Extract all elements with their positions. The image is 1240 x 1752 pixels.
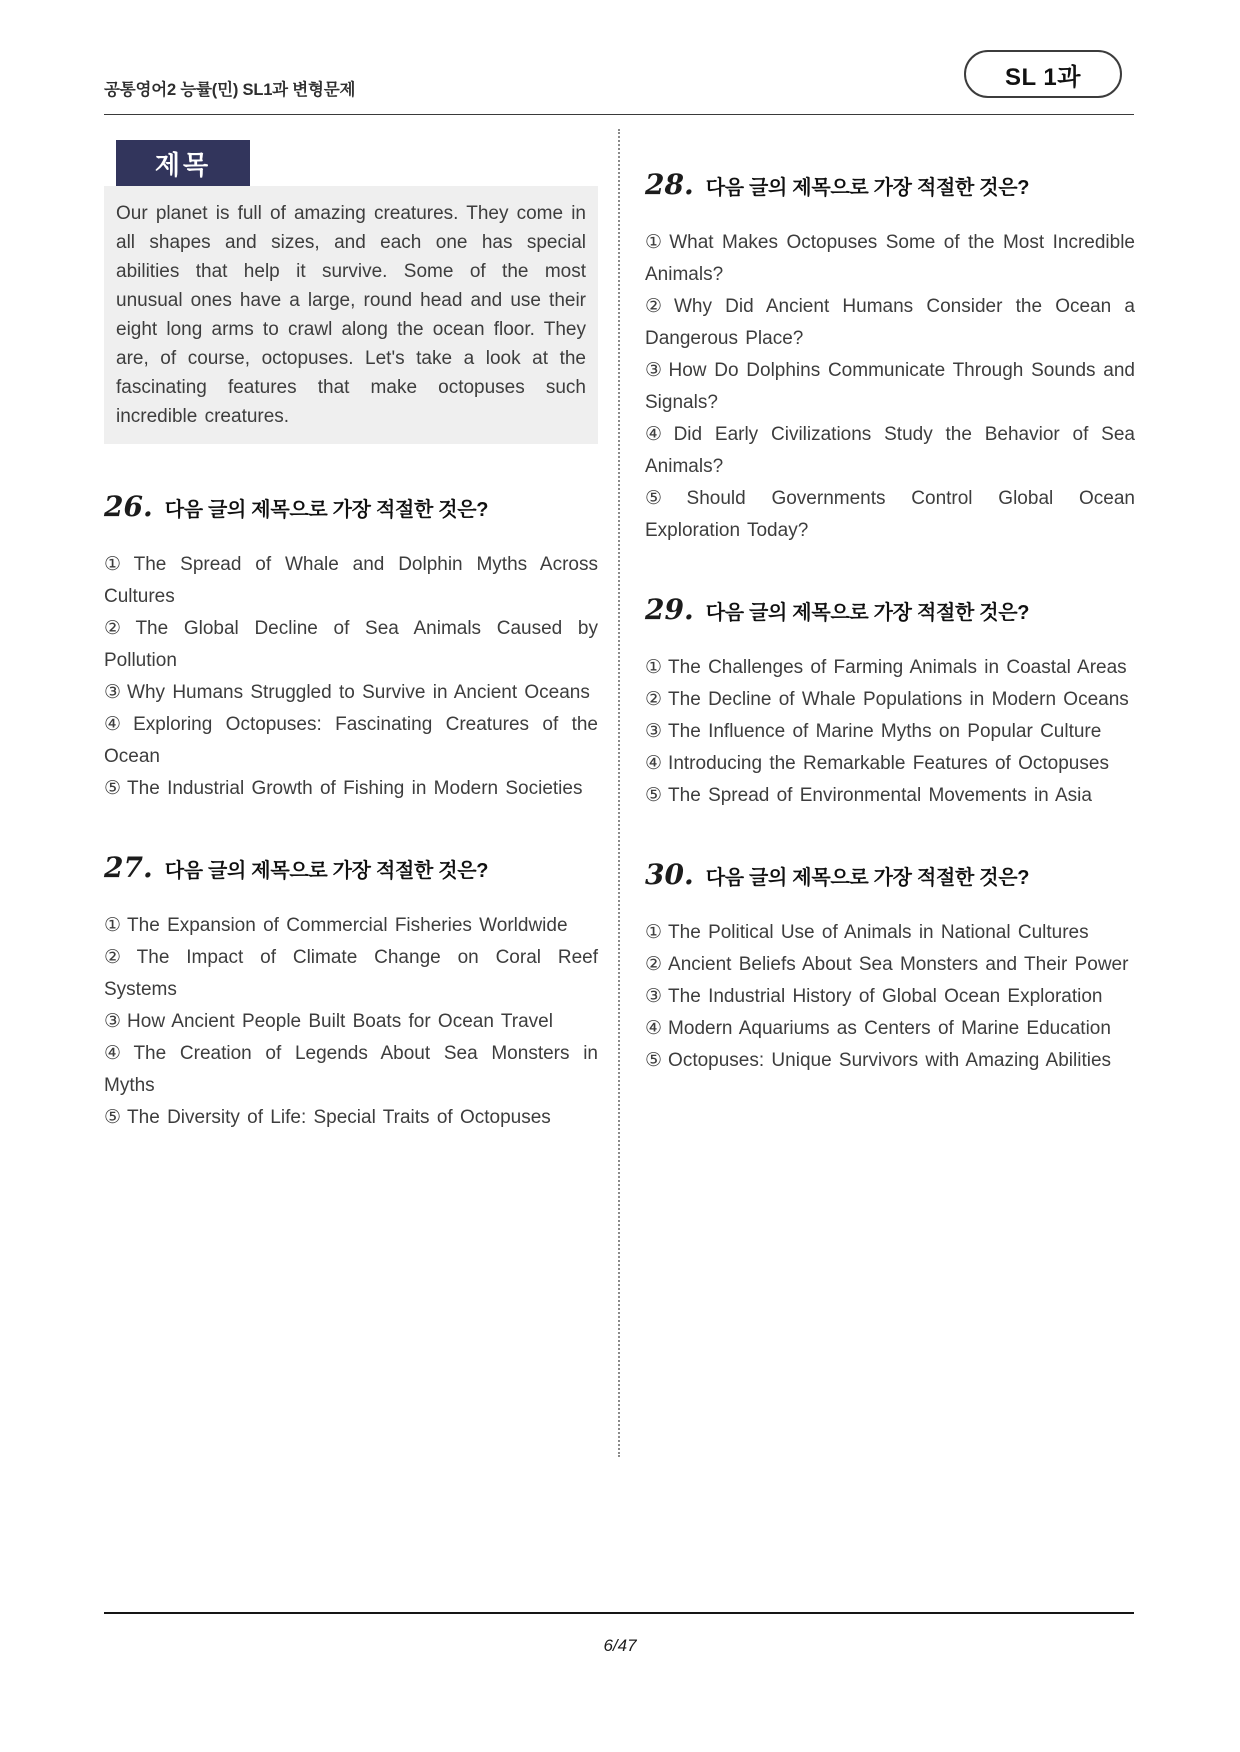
- option-marker: ②: [645, 689, 663, 710]
- option-text: The Industrial History of Global Ocean Exploration: [668, 986, 1103, 1007]
- option-4: [104, 1038, 598, 1102]
- options-list: [104, 549, 598, 805]
- option-text: The Global Decline of Sea Animals Caused by Pollution: [104, 618, 598, 671]
- option-marker: ②: [645, 954, 663, 975]
- header-rule: [104, 114, 1134, 115]
- option-marker: ②: [104, 947, 131, 968]
- option-text: The Impact of Climate Change on Coral Reef Systems: [104, 947, 598, 1000]
- question-number: 30.: [645, 858, 694, 891]
- right-questions-block: [645, 168, 1135, 1077]
- question-header: [104, 490, 598, 523]
- question-number: 27.: [104, 851, 153, 884]
- right-column: [645, 168, 1135, 1123]
- option-text: The Spread of Environmental Movements in Asia: [668, 785, 1092, 806]
- option-marker: ①: [104, 554, 128, 575]
- option-marker: ⑤: [645, 488, 681, 509]
- footer-rule: [104, 1612, 1134, 1614]
- option-marker: ⑤: [645, 1050, 663, 1071]
- option-2: [104, 613, 598, 677]
- option-text: Introducing the Remarkable Features of Octopuses: [668, 753, 1109, 774]
- options-list: [104, 910, 598, 1134]
- option-2: [104, 942, 598, 1006]
- question-prompt: 다음 글의 제목으로 가장 적절한 것은?: [164, 499, 489, 521]
- option-text: The Influence of Marine Myths on Popular Culture: [668, 721, 1102, 742]
- question-29: [645, 593, 1135, 812]
- option-text: How Do Dolphins Communicate Through Sounds and Signals?: [645, 360, 1135, 413]
- option-text: Why Humans Struggled to Survive in Ancient Oceans: [127, 682, 590, 703]
- question-prompt: 다음 글의 제목으로 가장 적절한 것은?: [705, 602, 1030, 624]
- passage-label: 제목: [116, 140, 250, 186]
- question-header: [645, 593, 1135, 626]
- option-marker: ③: [645, 721, 663, 742]
- option-1: [645, 227, 1135, 291]
- option-marker: ④: [645, 424, 668, 445]
- option-5: [645, 483, 1135, 547]
- option-text: Did Early Civilizations Study the Behavior of Sea Animals?: [645, 424, 1135, 477]
- option-5: [645, 780, 1135, 812]
- question-27: [104, 851, 598, 1134]
- option-marker: ③: [645, 360, 663, 381]
- option-2: [645, 684, 1135, 716]
- question-header: [645, 168, 1135, 201]
- question-30: [645, 858, 1135, 1077]
- question-prompt: 다음 글의 제목으로 가장 적절한 것은?: [164, 860, 489, 882]
- option-marker: ④: [645, 753, 663, 774]
- option-marker: ①: [645, 232, 664, 253]
- column-divider: [618, 129, 620, 1457]
- question-28: [645, 168, 1135, 547]
- left-questions-block: [104, 490, 598, 1134]
- options-list: [645, 652, 1135, 812]
- option-2: [645, 291, 1135, 355]
- doc-title: 공통영어2 능률(민) SL1과 변형문제: [104, 81, 356, 99]
- option-5: [104, 1102, 598, 1134]
- option-4: [645, 419, 1135, 483]
- option-text: The Creation of Legends About Sea Monsters in Myths: [104, 1043, 598, 1096]
- option-5: [645, 1045, 1135, 1077]
- option-3: [645, 981, 1135, 1013]
- option-1: [645, 917, 1135, 949]
- left-column: [104, 140, 598, 1180]
- option-4: [104, 709, 598, 773]
- option-3: [645, 355, 1135, 419]
- option-text: What Makes Octopuses Some of the Most Incredible Animals?: [645, 232, 1135, 285]
- option-marker: ④: [104, 1043, 128, 1064]
- option-text: The Diversity of Life: Special Traits of Octopuses: [127, 1107, 551, 1128]
- lesson-badge-label: SL 1과: [1005, 63, 1081, 91]
- option-text: Ancient Beliefs About Sea Monsters and Their Power: [668, 954, 1129, 975]
- option-marker: ⑤: [104, 1107, 122, 1128]
- options-list: [645, 917, 1135, 1077]
- option-text: The Challenges of Farming Animals in Coastal Areas: [668, 657, 1127, 678]
- option-text: Octopuses: Unique Survivors with Amazing Abilities: [668, 1050, 1112, 1071]
- option-text: The Industrial Growth of Fishing in Modern Societies: [127, 778, 583, 799]
- option-1: [104, 549, 598, 613]
- option-text: The Political Use of Animals in National Cultures: [668, 922, 1089, 943]
- question-number: 28.: [645, 168, 694, 201]
- option-text: The Decline of Whale Populations in Modern Oceans: [668, 689, 1129, 710]
- option-marker: ③: [645, 986, 663, 1007]
- option-marker: ③: [104, 682, 122, 703]
- option-text: Modern Aquariums as Centers of Marine Education: [668, 1018, 1111, 1039]
- option-1: [104, 910, 598, 942]
- options-list: [645, 227, 1135, 547]
- passage-text: Our planet is full of amazing creatures. They come in all shapes and sizes, and each one has special abilities that help it survive. Some of the most unusual ones have a large, round head and use their eight long arms to crawl along the ocean floor. They are, of course, octopuses. Let's take a look at the fascinating features that make octopuses such incredible creatures.: [104, 186, 598, 444]
- question-prompt: 다음 글의 제목으로 가장 적절한 것은?: [705, 177, 1030, 199]
- option-marker: ④: [645, 1018, 663, 1039]
- option-text: The Expansion of Commercial Fisheries Worldwide: [127, 915, 568, 936]
- option-marker: ②: [645, 296, 668, 317]
- option-4: [645, 748, 1135, 780]
- option-text: The Spread of Whale and Dolphin Myths Across Cultures: [104, 554, 598, 607]
- option-marker: ①: [645, 657, 663, 678]
- option-3: [104, 677, 598, 709]
- question-26: [104, 490, 598, 805]
- option-1: [645, 652, 1135, 684]
- option-marker: ⑤: [104, 778, 122, 799]
- option-text: Why Did Ancient Humans Consider the Ocean a Dangerous Place?: [645, 296, 1135, 349]
- option-marker: ①: [645, 922, 663, 943]
- option-marker: ②: [104, 618, 130, 639]
- option-marker: ⑤: [645, 785, 663, 806]
- option-2: [645, 949, 1135, 981]
- option-marker: ④: [104, 714, 128, 735]
- option-marker: ③: [104, 1011, 122, 1032]
- question-header: [104, 851, 598, 884]
- question-number: 26.: [104, 490, 153, 523]
- option-4: [645, 1013, 1135, 1045]
- option-text: Exploring Octopuses: Fascinating Creatures of the Ocean: [104, 714, 598, 767]
- question-number: 29.: [645, 593, 694, 626]
- option-text: Should Governments Control Global Ocean Exploration Today?: [645, 488, 1135, 541]
- question-prompt: 다음 글의 제목으로 가장 적절한 것은?: [705, 867, 1030, 889]
- option-text: How Ancient People Built Boats for Ocean Travel: [127, 1011, 553, 1032]
- question-header: [645, 858, 1135, 891]
- page-number: 6/47: [603, 1636, 637, 1655]
- option-5: [104, 773, 598, 805]
- lesson-badge: [964, 50, 1122, 98]
- option-3: [645, 716, 1135, 748]
- option-marker: ①: [104, 915, 122, 936]
- option-3: [104, 1006, 598, 1038]
